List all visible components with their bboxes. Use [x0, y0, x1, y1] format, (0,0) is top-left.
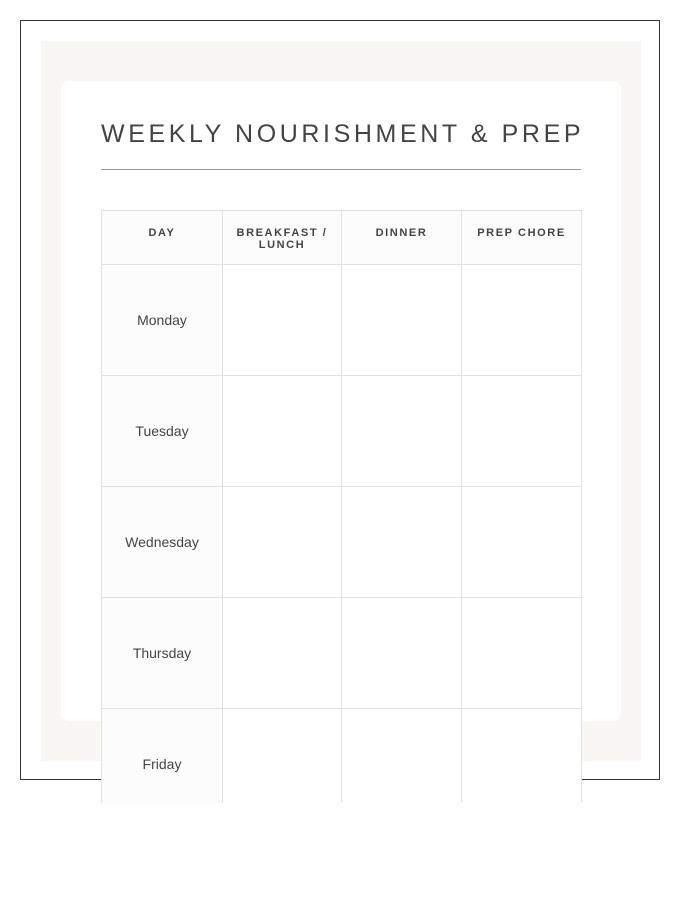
- table-row: [102, 598, 582, 709]
- breakfast-lunch-cell-thursday[interactable]: [223, 598, 342, 709]
- day-cell-friday: Friday: [102, 709, 223, 804]
- dinner-cell-monday[interactable]: [342, 265, 462, 376]
- table-row: [102, 376, 582, 487]
- breakfast-lunch-cell-monday[interactable]: [223, 265, 342, 376]
- meal-plan-table: [101, 210, 582, 803]
- prep-chore-cell-thursday[interactable]: [462, 598, 582, 709]
- column-header-dinner: DINNER: [342, 211, 462, 265]
- breakfast-lunch-cell-wednesday[interactable]: [223, 487, 342, 598]
- prep-chore-cell-wednesday[interactable]: [462, 487, 582, 598]
- column-header-breakfast-lunch: BREAKFAST / LUNCH: [223, 211, 342, 265]
- column-header-prep-chore: PREP CHORE: [462, 211, 582, 265]
- dinner-cell-wednesday[interactable]: [342, 487, 462, 598]
- breakfast-lunch-cell-friday[interactable]: [223, 709, 342, 804]
- table-row: [102, 709, 582, 804]
- planner-title: WEEKLY NOURISHMENT & PREP: [101, 120, 585, 148]
- dinner-cell-tuesday[interactable]: [342, 376, 462, 487]
- meal-plan-table-container: [101, 210, 582, 803]
- table-row: [102, 265, 582, 376]
- breakfast-lunch-cell-tuesday[interactable]: [223, 376, 342, 487]
- dinner-cell-thursday[interactable]: [342, 598, 462, 709]
- day-cell-wednesday: Wednesday: [102, 487, 223, 598]
- prep-chore-cell-monday[interactable]: [462, 265, 582, 376]
- day-cell-thursday: Thursday: [102, 598, 223, 709]
- column-header-day: DAY: [102, 211, 223, 265]
- dinner-cell-friday[interactable]: [342, 709, 462, 804]
- table-row: [102, 487, 582, 598]
- day-cell-monday: Monday: [102, 265, 223, 376]
- title-divider: [101, 169, 581, 170]
- day-cell-tuesday: Tuesday: [102, 376, 223, 487]
- table-header-row: [102, 211, 582, 265]
- prep-chore-cell-tuesday[interactable]: [462, 376, 582, 487]
- prep-chore-cell-friday[interactable]: [462, 709, 582, 804]
